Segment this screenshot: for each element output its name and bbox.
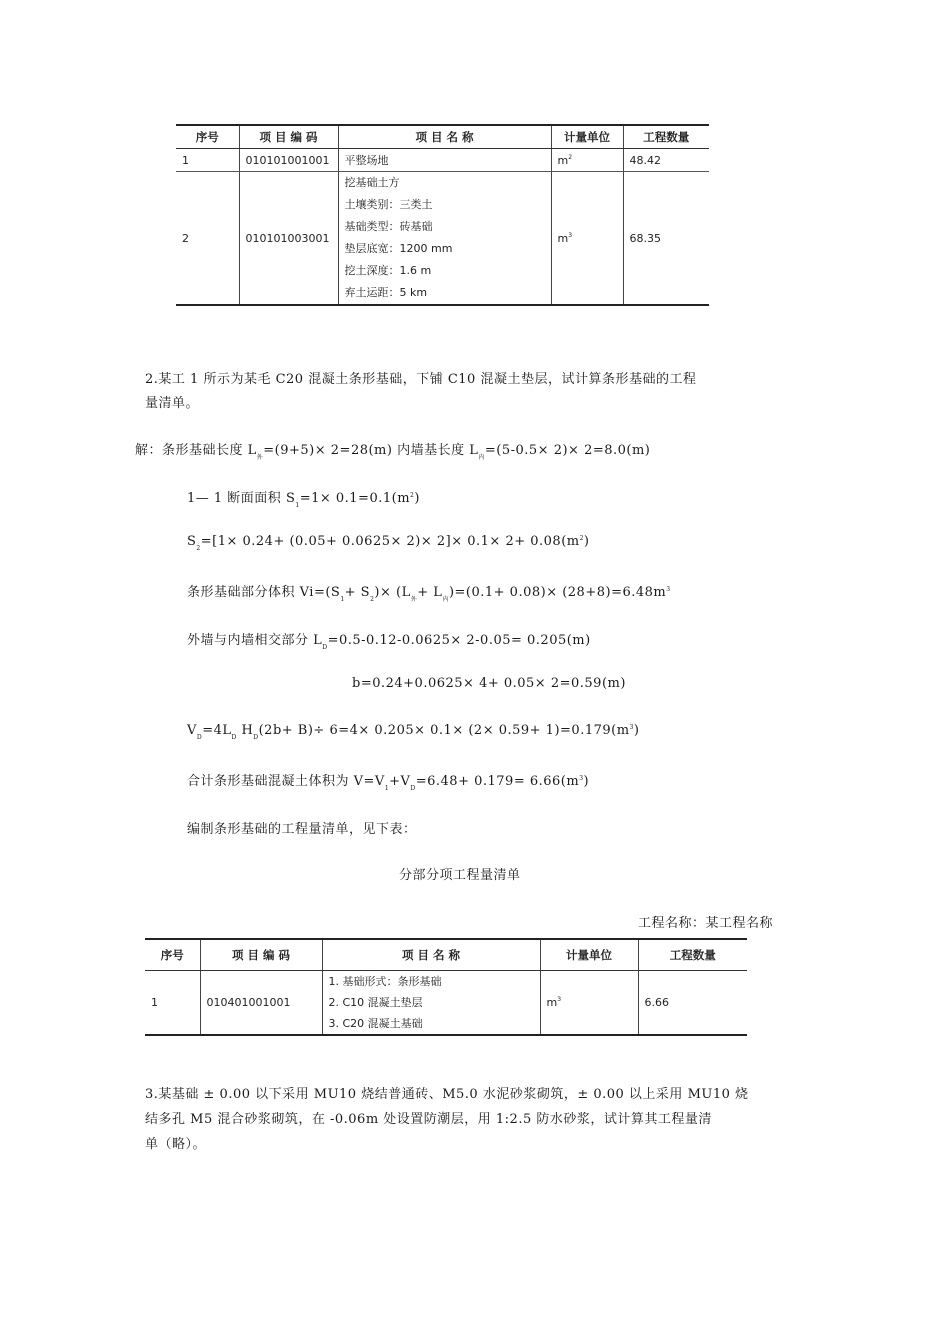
calc-line-length: 解：条形基础长度 $L_外=(9+5)\times 2=28(m)$ 内墙基长度 $L_内=(5-0.5\times 2)\times 2=8.0(m)$ (135, 443, 651, 461)
col-header-name: 项 目 名 称 (338, 125, 551, 149)
calc-line-s1: 1— 1 断面面积 $S_1=1\times 0.1=0.1(m^2)$ (187, 491, 420, 509)
project-name-cell: 1. 基础形式：条形基础 2. C10 混凝土垫层 3. C20 混凝土基础 (322, 971, 540, 1036)
table-row: 2 010101003001 挖基础土方 土壤类别：三类土 基础类型：砖基础 垫层底宽：1200 mm 挖土深度：1.6 m 弃土运距：5 km $m^3$ 68.35 (176, 172, 709, 306)
calc-line-b: b=0.24+0.0625× 4+ 0.05× 2=0.59(m) (352, 676, 626, 691)
col-header-no: 序号 (145, 939, 200, 971)
col-header-unit: 计量单位 (551, 125, 623, 149)
calc-line-vd: $V_D=4L_D$ $H_D(2b+ B)\div 6=4\times 0.205\times 0.1\times (2\times 0.59+ 1)=0.179(m^3)$ (187, 723, 640, 741)
col-header-name: 项 目 名 称 (322, 939, 540, 971)
calc-line-s2: $S_2=[1\times 0.24+ (0.05+ 0.0625\times 2)\times 2]\times 0.1\times 2+ 0.08(m^2)$ (187, 534, 590, 552)
problem-2-line-2: 量清单。 (145, 396, 200, 411)
col-header-code: 项 目 编 码 (200, 939, 322, 971)
table-2-meta: 工程名称：某工程名称 (638, 916, 774, 931)
table-row: 1 010401001001 1. 基础形式：条形基础 2. C10 混凝土垫层 3. C20 混凝土基础 $m^3$ 6.66 (145, 971, 747, 1036)
col-header-qty: 工程数量 (623, 125, 709, 149)
problem-2-line-1: 2.某工 1 所示为某毛 C20 混凝土条形基础，下铺 C10 混凝土垫层，试计算条形基础的工程 (145, 372, 697, 387)
calc-line-total: 合计条形基础混凝土体积为 $V=V_1+V_D=6.48+ 0.179= 6.66(m^3)$ (187, 774, 590, 792)
problem-3-line-1: 3.某基础 ± 0.00 以下采用 MU10 烧结普通砖、M5.0 水泥砂浆砌筑，± 0.00 以上采用 MU10 烧 (145, 1087, 749, 1102)
table-row: 1 010101001001 平整场地 $m^2$ 48.42 (176, 149, 709, 172)
col-header-code: 项 目 编 码 (239, 125, 338, 149)
col-header-unit: 计量单位 (540, 939, 638, 971)
calc-line-volume-1: 条形基础部分体积 $Vi=(S_1+ S_2)\times (L_外+ L_内)=(0.1+ 0.08)\times (28+8)=6.48m^3$ (187, 585, 671, 603)
calc-line-ld: 外墙与内墙相交部分 $L_D=0.5-0.12-0.0625\times 2-0.05= 0.205(m)$ (187, 633, 591, 651)
bill-table-2 (145, 938, 747, 1036)
problem-3-line-2: 结多孔 M5 混合砂浆砌筑，在 -0.06m 处设置防潮层，用 1:2.5 防水砂浆，试计算其工程量清 (145, 1112, 712, 1127)
col-header-no: 序号 (176, 125, 239, 149)
project-name-cell: 挖基础土方 土壤类别：三类土 基础类型：砖基础 垫层底宽：1200 mm 挖土深度：1.6 m 弃土运距：5 km (338, 172, 551, 306)
bill-table-1 (176, 124, 709, 306)
calc-line-note: 编制条形基础的工程量清单，见下表： (187, 822, 417, 837)
problem-3-line-3: 单（略）。 (145, 1137, 207, 1152)
col-header-qty: 工程数量 (638, 939, 747, 971)
table-2-title: 分部分项工程量清单 (399, 868, 521, 883)
